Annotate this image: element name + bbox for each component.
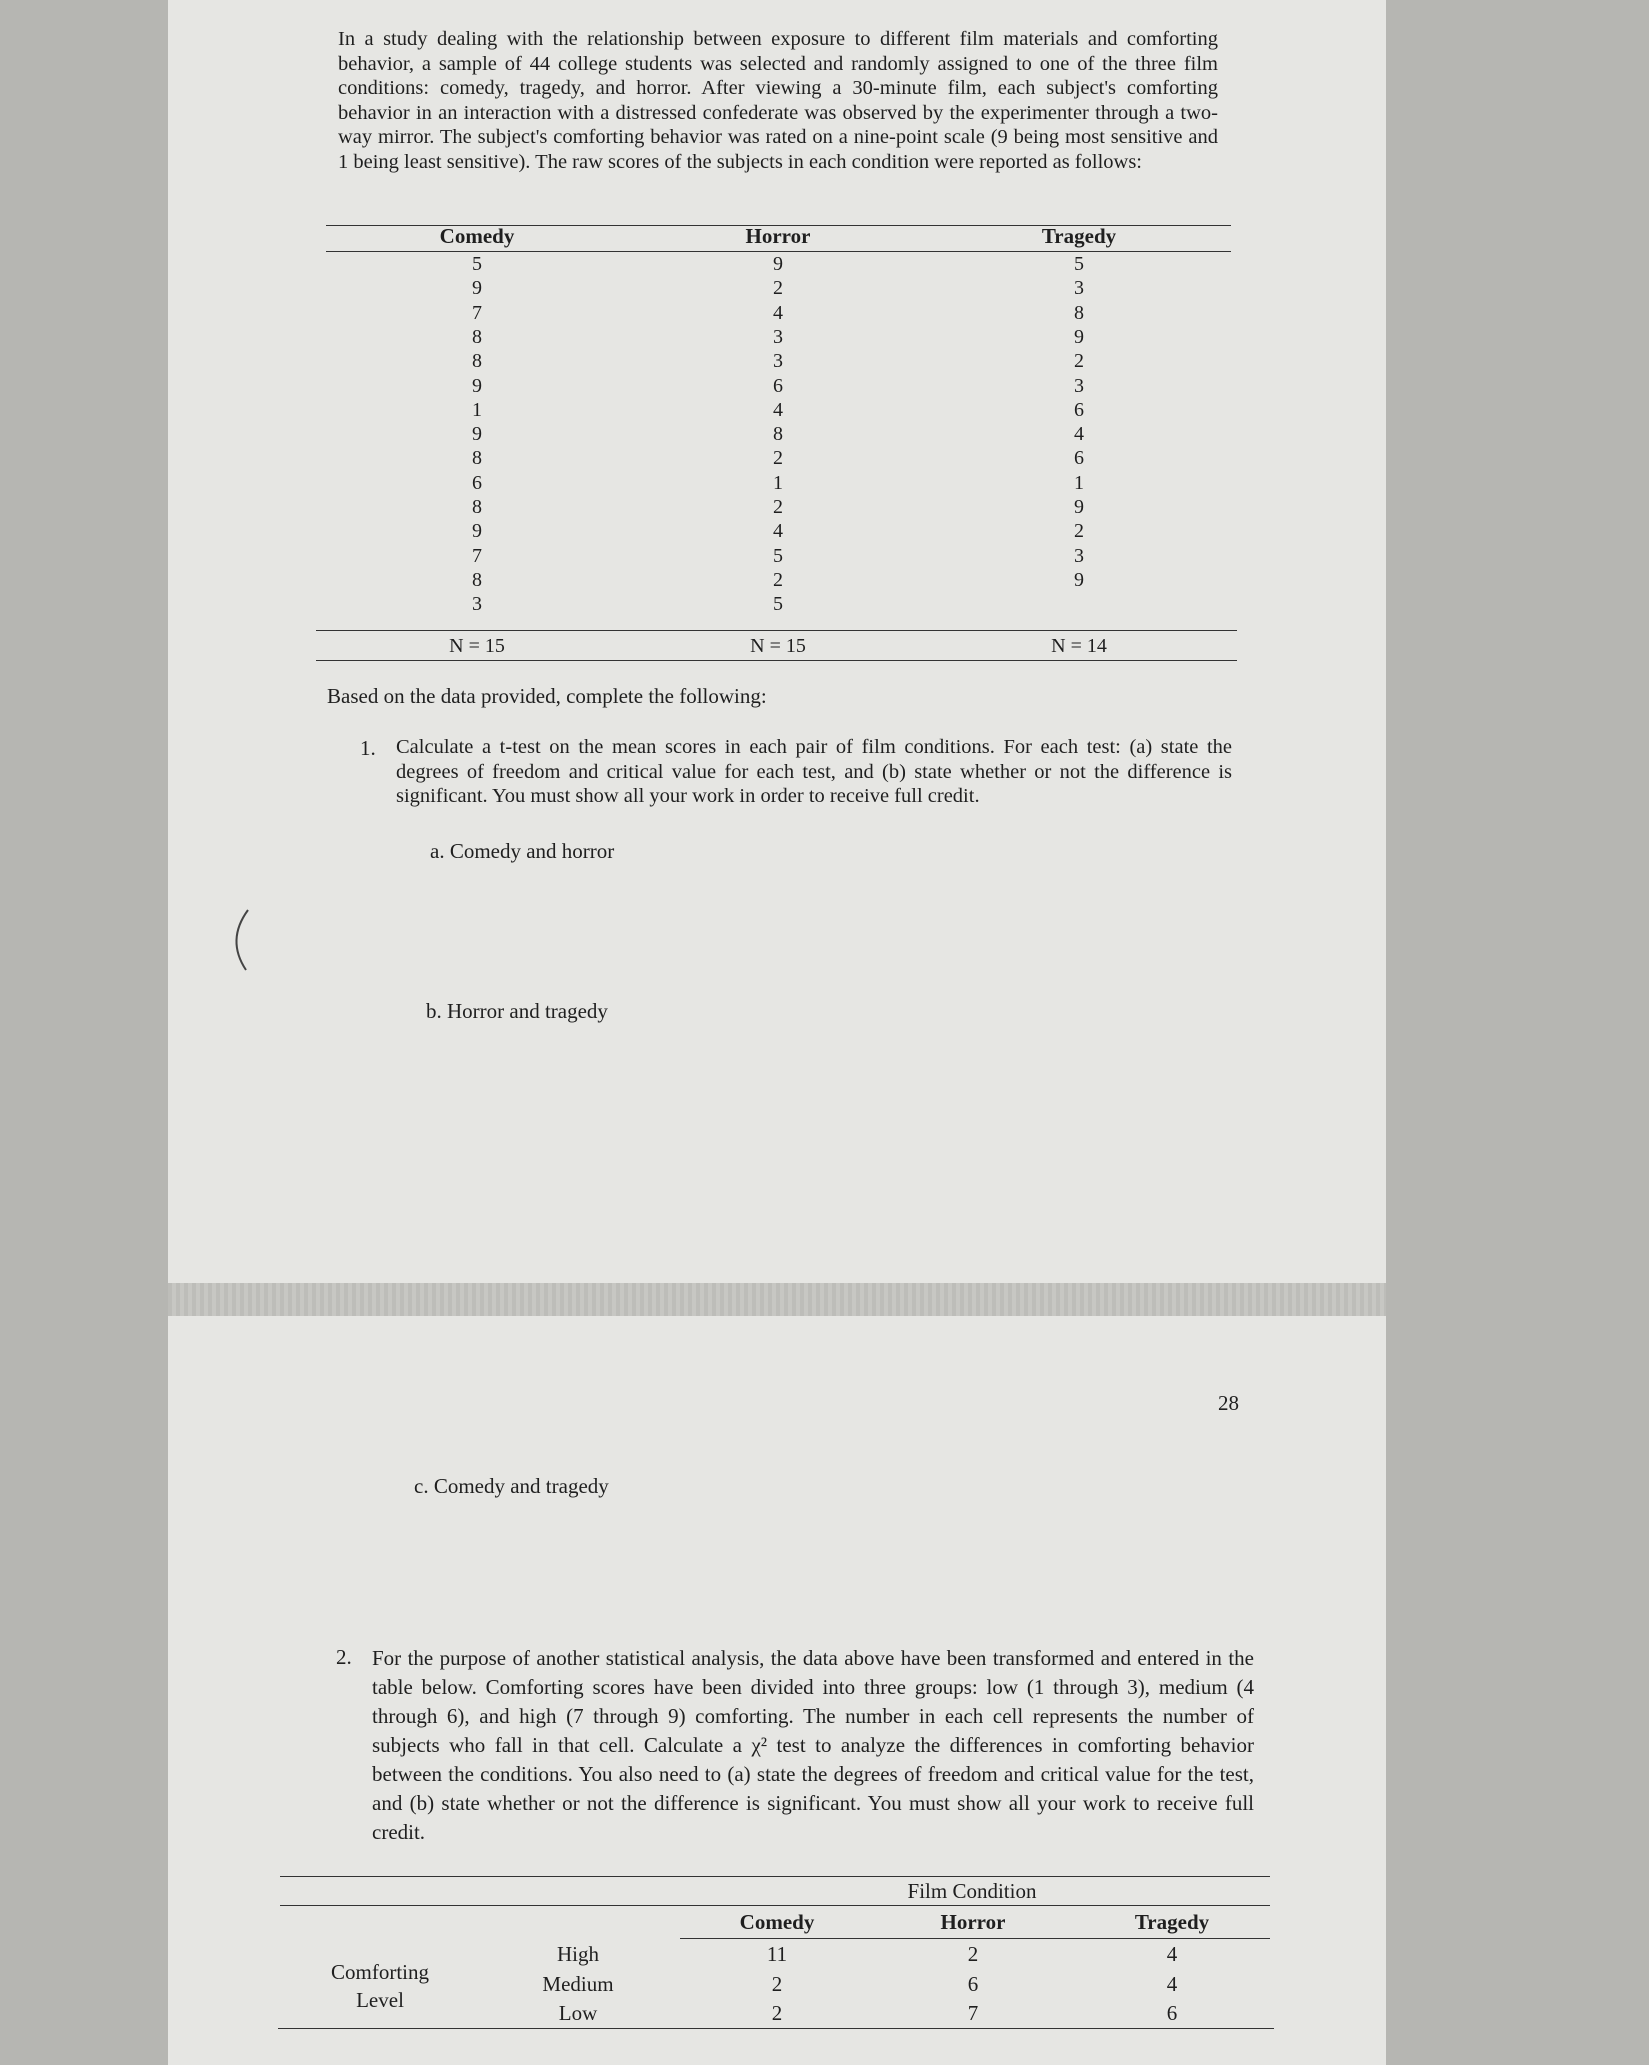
score-cell: 9 <box>472 520 482 543</box>
score-cell: 2 <box>773 568 783 591</box>
score-cell: 5 <box>472 253 482 275</box>
question-1b-label: b. Horror and tragedy <box>426 999 608 1023</box>
score-cell: 9 <box>472 423 482 446</box>
score-cell: 9 <box>472 277 482 300</box>
score-cell: 5 <box>1074 253 1084 275</box>
score-cell: 2 <box>1074 350 1084 373</box>
comforting-level-label: Level <box>356 1988 404 2012</box>
score-cell: 6 <box>773 374 783 397</box>
score-cell: 6 <box>472 471 482 494</box>
score-cell: 2 <box>1074 520 1084 543</box>
score-cell: 4 <box>773 520 783 543</box>
freq-cell: 6 <box>1166 2001 1178 2025</box>
score-cell: 8 <box>472 325 482 348</box>
question-1-number: 1. <box>360 736 376 760</box>
score-cell: 3 <box>773 350 783 373</box>
score-cell: 4 <box>1074 423 1084 446</box>
scores-col-n: N = 15 <box>750 635 806 657</box>
score-cell: 1 <box>773 471 783 494</box>
score-cell: 3 <box>472 593 482 616</box>
pencil-mark <box>218 905 258 975</box>
question-1c-label: c. Comedy and tragedy <box>414 1474 609 1498</box>
score-cell: 5 <box>773 544 783 567</box>
freq-col-header-horror: Horror <box>940 1910 1006 1934</box>
question-2-text: For the purpose of another statistical analysis, the data above have been transformed and entered in the table below. Comforting scores have been divided into three groups: low (1 through 3), medium (4 through 6), and high (7 through 9) comforting. The number in each cell represents the number of subjects who fall in that cell. Calculate a χ² test to analyze the differences in comforting behavior between the conditions. You also need to (a) state the degrees of freedom and critical value for the test, and (b) state whether or not the difference is significant. You must show all your work to receive full credit. <box>372 1646 1254 1844</box>
comforting-level-label: Comforting <box>331 1960 429 1984</box>
freq-cell: 7 <box>967 2001 979 2025</box>
based-on-text: Based on the data provided, complete the following: <box>327 684 767 708</box>
question-1 <box>360 735 1232 825</box>
score-cell: 6 <box>1074 398 1084 421</box>
score-cell: 4 <box>773 398 783 421</box>
score-cell: 8 <box>472 496 482 518</box>
score-cell: 3 <box>1074 277 1084 300</box>
score-cell: 6 <box>1074 447 1084 470</box>
score-cell: 8 <box>472 568 482 591</box>
freq-cell: 2 <box>771 2001 783 2025</box>
score-cell: 5 <box>773 593 783 616</box>
freq-cell: 2 <box>967 1942 979 1966</box>
freq-row-label-low: Low <box>558 2001 598 2025</box>
scores-col-n: N = 14 <box>1051 635 1107 657</box>
scores-col-header-tragedy: Tragedy <box>1041 224 1117 248</box>
score-cell: 3 <box>1074 544 1084 567</box>
freq-col-header-tragedy: Tragedy <box>1134 1910 1210 1934</box>
score-cell: 2 <box>773 277 783 300</box>
score-cell: 2 <box>773 496 783 518</box>
score-cell: 2 <box>773 447 783 470</box>
question-2 <box>336 1644 1254 1854</box>
freq-row-label-medium: Medium <box>542 1972 614 1996</box>
freq-cell: 6 <box>967 1972 979 1996</box>
page-number: 28 <box>1218 1391 1239 1415</box>
scores-col-header-horror: Horror <box>745 224 811 248</box>
question-1-text: Calculate a t-test on the mean scores in each pair of film conditions. For each test: (a) state the degrees of freedom and critical value for each test, and (b) state whether or not the difference is significant. You must show all your work in order to receive full credit. <box>396 736 1232 807</box>
score-cell: 9 <box>472 374 482 397</box>
score-cell: 1 <box>472 398 482 421</box>
freq-cell: 4 <box>1166 1972 1178 1996</box>
score-cell: 9 <box>1074 496 1084 518</box>
score-cell: 9 <box>1074 325 1084 348</box>
scores-table-n-rule <box>316 630 1237 631</box>
score-cell: 8 <box>472 350 482 373</box>
freq-table-bottom-rule <box>278 2028 1274 2029</box>
scores-col-header-comedy: Comedy <box>439 224 515 248</box>
question-1a-label: a. Comedy and horror <box>430 839 615 863</box>
freq-table-group-rule <box>280 1905 1270 1906</box>
freq-table-header-rule <box>680 1938 1270 1939</box>
score-cell: 7 <box>472 301 482 324</box>
film-condition-header: Film Condition <box>907 1879 1037 1903</box>
score-cell: 3 <box>1074 374 1084 397</box>
page-gap <box>168 1283 1386 1316</box>
score-cell: 8 <box>1074 301 1084 324</box>
score-cell: 4 <box>773 301 783 324</box>
intro-paragraph: In a study dealing with the relationship between exposure to different film materials and comforting behavior, a sample of 44 college students was selected and randomly assigned to one of the three film conditions: comedy, tragedy, and horror. After viewing a 30-minute film, each subject's comforting behavior in an interaction with a distressed confederate was observed by the experimenter through a two-way mirror. The subject's comforting behavior was rated on a nine-point scale (9 being most sensitive and 1 being least sensitive). The raw scores of the subjects in each condition were reported as follows: <box>338 28 1218 173</box>
freq-cell: 11 <box>766 1942 788 1966</box>
score-cell: 8 <box>472 447 482 470</box>
score-cell: 8 <box>773 423 783 446</box>
score-cell: 3 <box>773 325 783 348</box>
freq-cell: 2 <box>771 1972 783 1996</box>
freq-table-top-rule <box>280 1876 1270 1877</box>
freq-row-label-high: High <box>557 1942 599 1966</box>
score-cell: 1 <box>1074 471 1084 494</box>
freq-col-header-comedy: Comedy <box>739 1910 815 1934</box>
score-cell: 7 <box>472 544 482 567</box>
score-cell: 9 <box>1074 568 1084 591</box>
scores-col-n: N = 15 <box>449 635 505 657</box>
question-2-number: 2. <box>336 1645 352 1669</box>
scores-table-bottom-rule <box>316 660 1237 661</box>
freq-cell: 4 <box>1166 1942 1178 1966</box>
score-cell: 9 <box>773 253 783 275</box>
